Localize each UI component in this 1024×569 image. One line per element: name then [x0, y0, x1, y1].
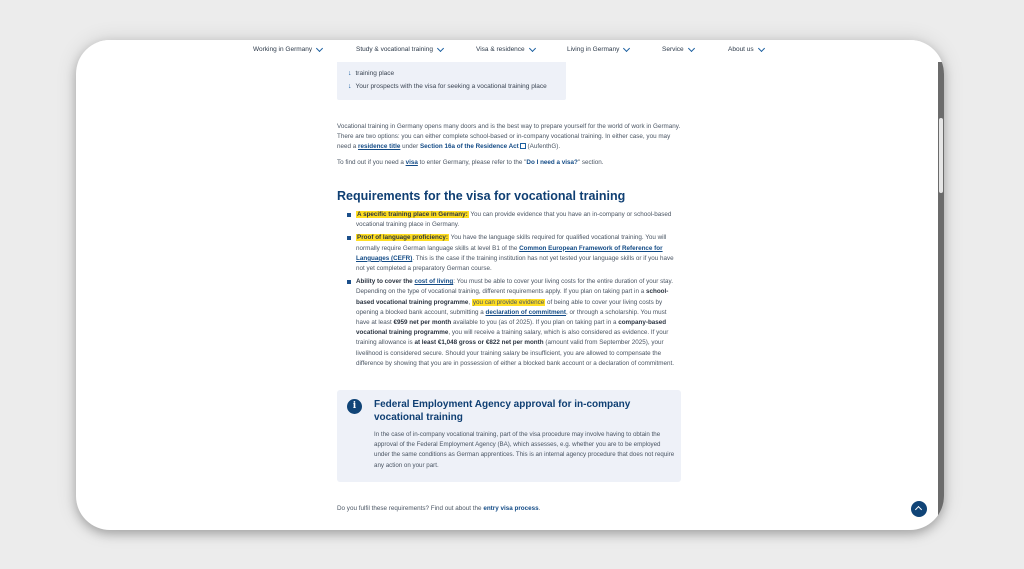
chevron-down-icon	[688, 44, 695, 51]
info-box	[337, 390, 681, 482]
nav-about-us[interactable]	[728, 46, 764, 53]
do-i-need-a-visa-link[interactable]: Do I need a visa?	[526, 159, 578, 166]
requirement-training-place: A specific training place in Germany: You can provide evidence that you have an in-company or school-based vocational training place in Germany.	[347, 210, 680, 230]
intro-paragraph: Vocational training in Germany opens many doors and is the best way to prepare yourself for the world of work in Germany. There are two options: you can either complete school-based or in-company vocational training. In either case, you may need a residence title under Section 16a of the Residence Act (AufenthG).	[337, 123, 681, 151]
entry-visa-paragraph: Do you fulfil these requirements? Find out about the entry visa process.	[337, 505, 541, 512]
requirement-language: Proof of language proficiency: You have the language skills required for qualified vocational training. You will normally require German language skills at level B1 of the Common European Framework of Reference for Languages (CEFR). This is the case if the training institution has not yet tested your language skills or if you have not yet completed a preparatory German course.	[347, 233, 680, 274]
external-link-icon	[520, 143, 526, 149]
arrow-down-icon: ↓	[348, 83, 352, 90]
nav-label: Visa & residence	[476, 46, 525, 53]
browser-window	[76, 40, 944, 530]
nav-label: Service	[662, 46, 684, 53]
toc-item[interactable]: ↓ training place	[348, 70, 395, 77]
resize-handle-icon	[932, 516, 940, 524]
bullet	[347, 280, 351, 284]
bullet	[347, 213, 351, 217]
visa-link[interactable]: visa	[405, 159, 418, 166]
chevron-down-icon	[529, 44, 536, 51]
nav-label: About us	[728, 46, 754, 53]
residence-title-link[interactable]: residence title	[358, 143, 401, 151]
chevron-down-icon	[316, 44, 323, 51]
declaration-of-commitment-link[interactable]: declaration of commitment	[485, 308, 567, 316]
main-navigation	[76, 40, 944, 62]
nav-service[interactable]	[662, 46, 694, 53]
chevron-down-icon	[623, 44, 630, 51]
entry-visa-process-link[interactable]: entry visa process	[483, 505, 539, 512]
nav-working-in-germany[interactable]	[253, 46, 322, 53]
bullet	[347, 236, 351, 240]
info-box-title: Federal Employment Agency approval for in-company vocational training	[374, 399, 631, 423]
chevron-up-icon	[915, 506, 922, 513]
scrollbar[interactable]	[938, 62, 944, 530]
back-to-top-button[interactable]	[911, 501, 927, 517]
arrow-down-icon: ↓	[348, 70, 352, 77]
highlight: A specific training place in Germany:	[357, 211, 468, 218]
toc-item[interactable]: ↓ Your prospects with the visa for seeking a vocational training place	[348, 83, 547, 90]
nav-label: Living in Germany	[567, 46, 620, 53]
nav-visa-residence[interactable]	[476, 46, 535, 53]
cefr-link[interactable]: Common European Framework of Reference for Languages (CEFR)	[356, 244, 663, 262]
visa-info-paragraph: To find out if you need a visa to enter Germany, please refer to the "Do I need a visa?" section.	[337, 159, 604, 166]
info-icon: i	[347, 399, 362, 414]
nav-study-vocational-training[interactable]	[356, 46, 443, 53]
scrollbar-thumb[interactable]	[939, 118, 943, 193]
chevron-down-icon	[758, 44, 765, 51]
section-16a-link[interactable]: Section 16a of the Residence Act	[419, 143, 519, 151]
section-heading: Requirements for the visa for vocational training	[337, 189, 626, 203]
cost-of-living-link[interactable]: cost of living	[414, 278, 454, 286]
requirement-cost-of-living: Ability to cover the cost of living: You must be able to cover your living costs for the entire duration of your stay. Depending on the type of vocational training, different requirements apply. If you plan on taking part in a school-based vocational training programme, you can provide evidence of being able to cover your living costs by opening a blocked bank account, submitting a declaration of commitment, or through a scholarship. You must have at least €959 net per month available to you (as of 2025). If you plan on taking part in a company-based vocational training programme, you will receive a training salary, which is also considered as evidence. If your training allowance is at least €1,048 gross or €822 net per month (amount valid from September 2025), your livelihood is considered secure. Should your training salary be insufficient, you are allowed to compensate the difference by showing that you are in possession of either a blocked bank account or a declaration of commitment.	[347, 277, 680, 369]
info-box-body: In the case of in-company vocational training, part of the visa procedure may involve having to obtain the approval of the Federal Employment Agency (BA), which assesses, e.g. whether you are to be employed under the same conditions as German apprentices. This is an internal agency procedure that does not require any action on your part.	[374, 431, 675, 469]
nav-label: Working in Germany	[253, 46, 313, 53]
highlight: Proof of language proficiency:	[357, 234, 448, 242]
requirements-list	[347, 210, 680, 372]
nav-living-in-germany[interactable]	[567, 46, 629, 53]
highlight: you can provide evidence	[472, 298, 545, 306]
chevron-down-icon	[437, 44, 444, 51]
nav-label: Study & vocational training	[356, 46, 433, 53]
